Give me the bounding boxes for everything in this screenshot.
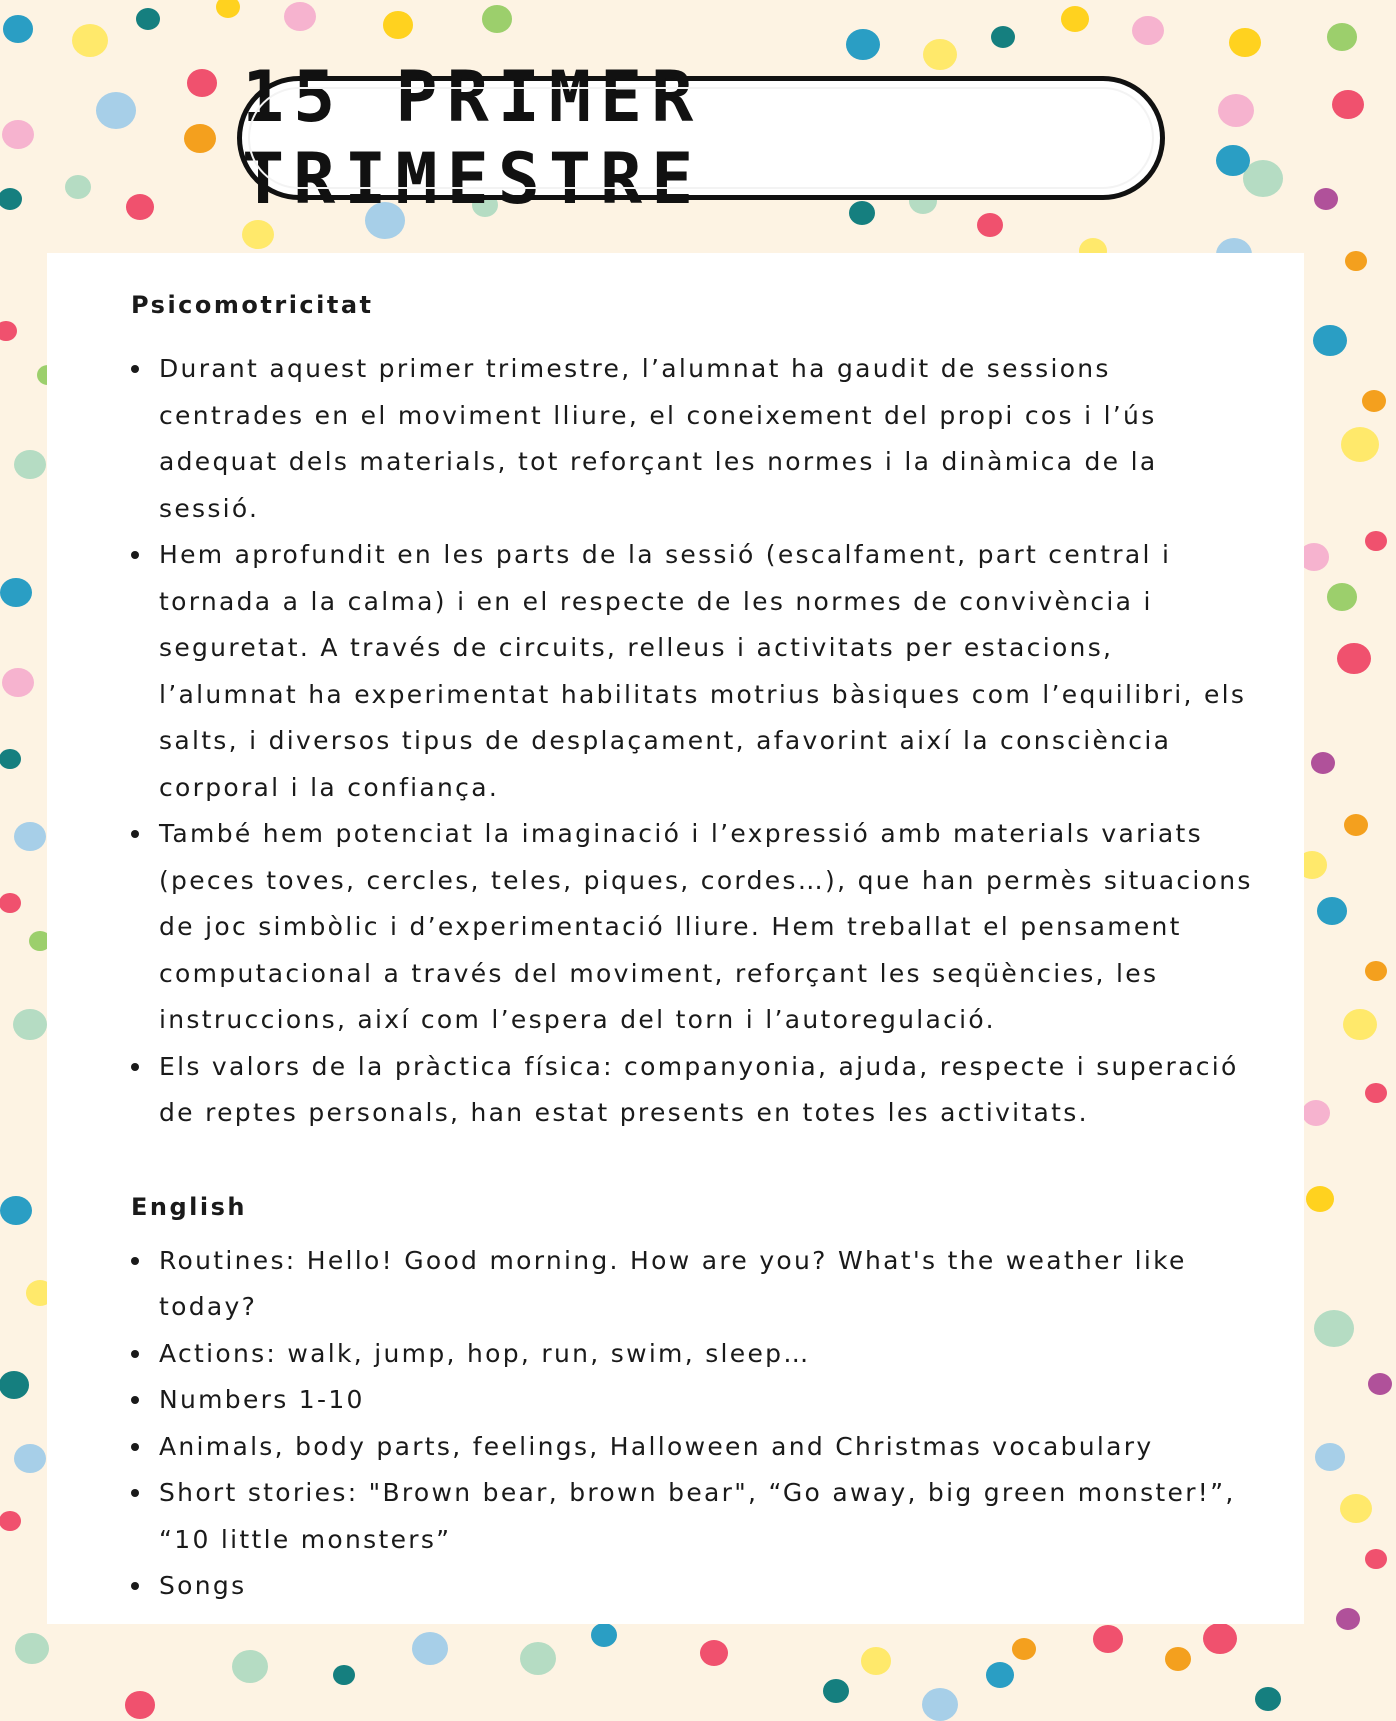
decorative-dot <box>1218 94 1254 127</box>
decorative-dot <box>1362 390 1386 412</box>
page-title: 15 PRIMER TRIMESTRE <box>242 56 703 220</box>
decorative-dot <box>1327 23 1357 51</box>
decorative-dot <box>0 188 22 210</box>
decorative-dot <box>0 321 17 341</box>
decorative-dot <box>1132 16 1164 45</box>
decorative-dot <box>187 69 217 97</box>
decorative-dot <box>13 1009 47 1040</box>
decorative-dot <box>991 26 1015 48</box>
english-list <box>131 1238 1254 1610</box>
decorative-dot <box>1203 1623 1237 1654</box>
decorative-dot <box>3 15 33 43</box>
decorative-dot <box>1344 814 1368 836</box>
decorative-dot <box>2 120 34 149</box>
decorative-dot <box>0 893 21 913</box>
decorative-dot <box>1365 961 1387 981</box>
decorative-dot <box>1313 325 1347 356</box>
decorative-dot <box>184 124 216 153</box>
decorative-dot <box>0 1196 32 1225</box>
decorative-dot <box>0 578 32 607</box>
decorative-dot <box>1315 1443 1345 1471</box>
decorative-dot <box>383 11 413 39</box>
decorative-dot <box>412 1632 448 1665</box>
decorative-dot <box>2 668 34 697</box>
list-item: També hem potenciat la imaginació i l’expressió amb materials variats (peces toves, cercles, teles, piques, cordes…), que han permès situacions de joc simbòlic i d’experimentació lliure. Hem treballat el pensament computacional a través del moviment, reforçant les seqüències, les instruccions, així com l’espera del torn i l’autoregulació. <box>159 811 1254 1044</box>
section-heading-psicomotricitat: Psicomotricitat <box>131 291 374 319</box>
psicomotricitat-list <box>131 346 1254 1137</box>
decorative-dot <box>284 2 316 31</box>
decorative-dot <box>126 194 154 220</box>
decorative-dot <box>14 1444 46 1473</box>
list-item: Hem aprofundit en les parts de la sessió (escalfament, part central i tornada a la calma) i en el respecte de les normes de convivència i seguretat. A través de circuits, relleus i activitats per estacions, l’alumnat ha experimentat habilitats motrius bàsiques com l’equilibri, els salts, i diversos tipus de desplaçament, afavorint així la consciència corporal i la confiança. <box>159 532 1254 811</box>
decorative-dot <box>922 1688 958 1721</box>
list-item: Songs <box>159 1563 1254 1610</box>
list-item: Durant aquest primer trimestre, l’alumnat ha gaudit de sessions centrades en el moviment lliure, el coneixement del propi cos i l’ús adequat dels materials, tot reforçant les normes i la dinàmica de la sessió. <box>159 346 1254 532</box>
decorative-dot <box>1061 6 1089 32</box>
decorative-dot <box>15 1633 49 1664</box>
decorative-dot <box>333 1665 355 1685</box>
list-item: Els valors de la pràctica física: companyonia, ajuda, respecte i superació de reptes personals, han estat presents en totes les activitats. <box>159 1044 1254 1137</box>
section-heading-english: English <box>131 1192 247 1221</box>
decorative-dot <box>1229 28 1261 57</box>
decorative-dot <box>232 1650 268 1683</box>
decorative-dot <box>1255 1687 1281 1711</box>
decorative-dot <box>1311 752 1335 774</box>
decorative-dot <box>1314 1310 1354 1347</box>
decorative-dot <box>14 450 46 479</box>
decorative-dot <box>242 220 274 249</box>
decorative-dot <box>700 1640 728 1666</box>
decorative-dot <box>591 1623 617 1647</box>
list-item: Routines: Hello! Good morning. How are you? What's the weather like today? <box>159 1238 1254 1331</box>
decorative-dot <box>1340 1494 1372 1523</box>
decorative-dot <box>72 24 108 57</box>
decorative-dot <box>1327 583 1357 611</box>
decorative-dot <box>1345 251 1367 271</box>
list-item: Short stories: "Brown bear, brown bear", “Go away, big green monster!”, “10 little monsters” <box>159 1470 1254 1563</box>
title-banner <box>237 56 1165 220</box>
decorative-dot <box>520 1642 556 1675</box>
decorative-dot <box>14 822 46 851</box>
decorative-dot <box>65 175 91 199</box>
decorative-dot <box>1343 1009 1377 1040</box>
decorative-dot <box>1216 145 1250 176</box>
decorative-dot <box>1302 1100 1330 1126</box>
list-item: Actions: walk, jump, hop, run, swim, sleep… <box>159 1331 1254 1378</box>
list-item: Animals, body parts, feelings, Halloween and Christmas vocabulary <box>159 1424 1254 1471</box>
decorative-dot <box>0 749 21 769</box>
decorative-dot <box>0 1371 29 1399</box>
decorative-dot <box>1365 1083 1387 1103</box>
decorative-dot <box>1365 531 1387 551</box>
decorative-dot <box>0 1511 21 1531</box>
decorative-dot <box>482 5 512 33</box>
decorative-dot <box>1336 1608 1360 1630</box>
decorative-dot <box>1341 427 1379 462</box>
decorative-dot <box>823 1679 849 1703</box>
decorative-dot <box>1365 1549 1387 1569</box>
decorative-dot <box>1093 1625 1123 1653</box>
decorative-dot <box>1012 1638 1036 1660</box>
decorative-dot <box>1165 1647 1191 1671</box>
decorative-dot <box>96 92 136 129</box>
decorative-dot <box>1368 1373 1392 1395</box>
decorative-dot <box>1317 897 1347 925</box>
decorative-dot <box>1314 188 1338 210</box>
decorative-dot <box>136 8 160 30</box>
decorative-dot <box>125 1691 155 1719</box>
decorative-dot <box>1337 643 1371 674</box>
content-card <box>47 253 1304 1624</box>
decorative-dot <box>861 1647 891 1675</box>
decorative-dot <box>1332 90 1364 119</box>
decorative-dot <box>216 0 240 18</box>
list-item: Numbers 1-10 <box>159 1377 1254 1424</box>
decorative-dot <box>986 1662 1014 1688</box>
decorative-dot <box>1306 1186 1334 1212</box>
